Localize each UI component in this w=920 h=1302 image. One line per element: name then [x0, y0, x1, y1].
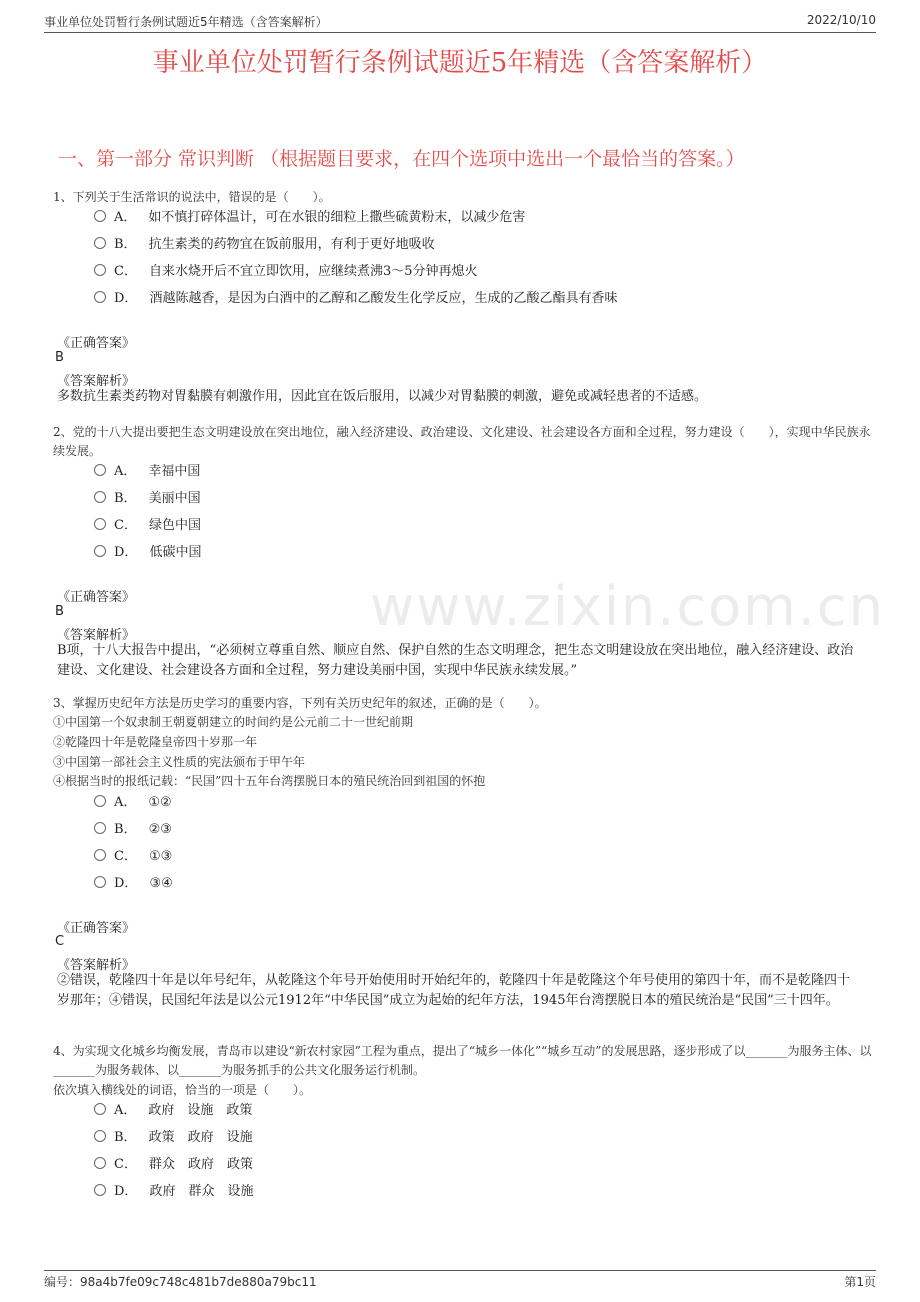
q3-statement-3: ③中国第一部社会主义性质的宪法颁布于甲午年	[53, 755, 306, 769]
header-date: 2022/10/10	[806, 13, 876, 27]
q3-option-c[interactable]: C． ①③	[94, 847, 172, 867]
radio-icon[interactable]	[94, 264, 106, 276]
radio-icon[interactable]	[94, 237, 106, 249]
q3-statement-2: ②乾隆四十年是乾隆皇帝四十岁那一年	[53, 735, 258, 749]
q4-option-d[interactable]: D． 政府 群众 设施	[94, 1182, 253, 1202]
radio-icon[interactable]	[94, 518, 106, 530]
q1-analysis: 多数抗生素类药物对胃黏膜有刺激作用，因此宜在饭后服用，以减少对胃黏膜的刺激，避免或减轻患者的不适感。	[57, 389, 708, 404]
question-4-stem: 4、为实现文化城乡均衡发展，青岛市以建设“新农村家园”工程为重点，提出了“城乡一体化”“城乡互动”的发展思路，逐步形成了以_______为服务主体、以_______为服务载体、以_______为服务抓手的公共文化服务运行机制。	[53, 1044, 872, 1077]
radio-icon[interactable]	[94, 491, 106, 503]
radio-icon[interactable]	[94, 795, 106, 807]
radio-icon[interactable]	[94, 1103, 106, 1115]
q4-option-a[interactable]: A． 政府 设施 政策	[94, 1101, 252, 1121]
radio-icon[interactable]	[94, 210, 106, 222]
radio-icon[interactable]	[94, 1157, 106, 1169]
radio-icon[interactable]	[94, 876, 106, 888]
q3-statement-4: ④根据当时的报纸记载：“民国”四十五年台湾摆脱日本的殖民统治回到祖国的怀抱	[53, 774, 486, 788]
page-header	[44, 10, 876, 33]
q1-option-c[interactable]: C． 自来水烧开后不宜立即饮用，应继续煮沸3～5分钟再熄火	[94, 262, 478, 282]
radio-icon[interactable]	[94, 1184, 106, 1196]
answer-label: 《正确答案》	[57, 336, 136, 351]
q1-option-d[interactable]: D． 酒越陈越香，是因为白酒中的乙醇和乙酸发生化学反应，生成的乙酸乙酯具有香味	[94, 289, 617, 309]
q3-analysis: ②错误，乾隆四十年是以年号纪年，从乾隆这个年号开始使用时开始纪年的，乾隆四十年是乾隆这个年号使用的第四十年，而不是乾隆四十岁那年；④错误，民国纪年法是以公元1912年“中华民国”成立为起始的纪年方法，1945年台湾摆脱日本的殖民统治是“民国”三十四年。	[57, 973, 851, 1008]
q2-analysis: B项，十八大报告中提出，“必须树立尊重自然、顺应自然、保护自然的生态文明理念，把生态文明建设放在突出地位，融入经济建设、政治建设、文化建设、社会建设各方面和全过程，努力建设美丽中国，实现中华民族永续发展。”	[57, 643, 854, 678]
question-4-prompt: 依次填入横线处的词语，恰当的一项是（ ）。	[53, 1083, 312, 1097]
q1-option-a[interactable]: A． 如不慎打碎体温计，可在水银的细粒上撒些硫黄粉末，以减少危害	[94, 208, 525, 228]
radio-icon[interactable]	[94, 849, 106, 861]
answer-label: 《正确答案》	[57, 590, 136, 605]
document-title: 事业单位处罚暂行条例试题近5年精选（含答案解析）	[152, 48, 768, 78]
header-doc-name: 事业单位处罚暂行条例试题近5年精选（含答案解析）	[44, 15, 328, 29]
radio-icon[interactable]	[94, 545, 106, 557]
page-number: 第1页	[844, 1275, 876, 1289]
q2-answer: B	[55, 604, 64, 619]
q3-option-b[interactable]: B． ②③	[94, 820, 172, 840]
q4-option-c[interactable]: C． 群众 政府 政策	[94, 1155, 253, 1175]
q1-answer: B	[55, 350, 64, 365]
q3-answer: C	[55, 934, 65, 949]
analysis-label: 《答案解析》	[57, 958, 136, 973]
analysis-label: 《答案解析》	[57, 628, 136, 643]
question-2-stem: 2、党的十八大提出要把生态文明建设放在突出地位，融入经济建设、政治建设、文化建设、社会建设各方面和全过程，努力建设（ ），实现中华民族永续发展。	[53, 425, 871, 458]
document-id: 编号：98a4b7fe09c748c481b7de880a79bc11	[44, 1275, 317, 1289]
answer-label: 《正确答案》	[57, 921, 136, 936]
q2-option-b[interactable]: B． 美丽中国	[94, 489, 201, 509]
radio-icon[interactable]	[94, 822, 106, 834]
radio-icon[interactable]	[94, 1130, 106, 1142]
question-3-stem: 3、掌握历史纪年方法是历史学习的重要内容，下列有关历史纪年的叙述，正确的是（ ）。	[53, 696, 547, 710]
page-footer	[44, 1270, 876, 1291]
q3-option-d[interactable]: D． ③④	[94, 874, 173, 894]
q4-option-b[interactable]: B． 政策 政府 设施	[94, 1128, 253, 1148]
radio-icon[interactable]	[94, 291, 106, 303]
section-heading: 一、第一部分 常识判断 （根据题目要求，在四个选项中选出一个最恰当的答案。）	[58, 148, 745, 170]
q2-option-a[interactable]: A． 幸福中国	[94, 462, 200, 482]
radio-icon[interactable]	[94, 464, 106, 476]
q2-option-c[interactable]: C． 绿色中国	[94, 516, 201, 536]
q3-option-a[interactable]: A． ①②	[94, 793, 172, 813]
question-1-stem: 1、下列关于生活常识的说法中，错误的是（ ）。	[53, 190, 331, 204]
q1-option-b[interactable]: B． 抗生素类的药物宜在饭前服用，有利于更好地吸收	[94, 235, 435, 255]
q3-statement-1: ①中国第一个奴隶制王朝夏朝建立的时间约是公元前二十一世纪前期	[53, 715, 414, 729]
q2-option-d[interactable]: D． 低碳中国	[94, 543, 201, 563]
watermark: www.zixin.com.cn	[370, 575, 885, 638]
analysis-label: 《答案解析》	[57, 374, 136, 389]
